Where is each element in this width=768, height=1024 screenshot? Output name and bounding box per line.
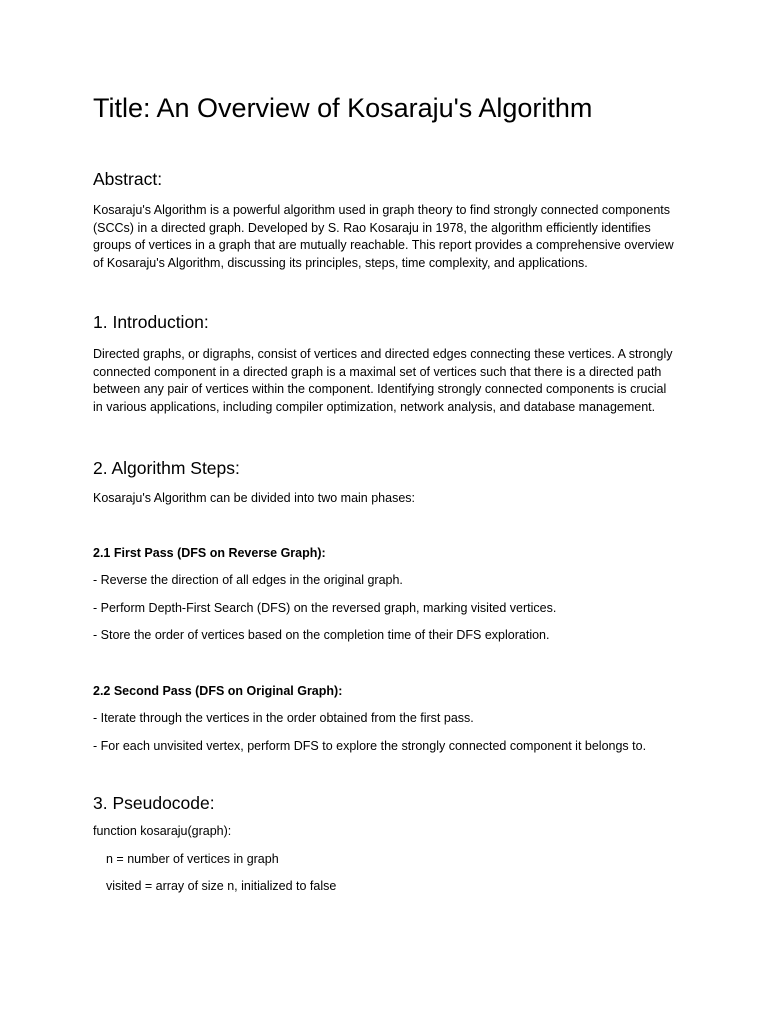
- pseudocode-line: n = number of vertices in graph: [106, 851, 279, 866]
- introduction-body: Directed graphs, or digraphs, consist of vertices and directed edges connecting these vertices. A strongly connected component in a directed graph is a maximal set of vertices such that there is a directed path between any pair of vertices within the component. Identifying strongly connected components is crucial in various applications, including compiler optimization, network analysis, and database management.: [93, 347, 673, 414]
- algorithm-steps-intro: Kosaraju's Algorithm can be divided into two main phases:: [93, 491, 416, 505]
- list-item: - Iterate through the vertices in the order obtained from the first pass.: [93, 711, 474, 725]
- list-item: - For each unvisited vertex, perform DFS to explore the strongly connected component it belongs to.: [93, 738, 647, 753]
- abstract-body: Kosaraju's Algorithm is a powerful algorithm used in graph theory to find strongly connected components (SCCs) in a directed graph. Developed by S. Rao Kosaraju in 1978, the algorithm efficiently identifies groups of vertices in a graph that are mutually reachable. This report provides a comprehensive overview of Kosaraju's Algorithm, discussing its principles, steps, time complexity, and applications.: [93, 203, 674, 270]
- pseudocode-line: visited = array of size n, initialized to false: [106, 879, 337, 893]
- algorithm-steps-heading: 2. Algorithm Steps:: [93, 458, 240, 478]
- list-item: - Perform Depth-First Search (DFS) on the reversed graph, marking visited vertices.: [93, 600, 557, 615]
- introduction-heading: 1. Introduction:: [93, 312, 209, 332]
- list-item: - Reverse the direction of all edges in the original graph.: [93, 573, 403, 587]
- pseudocode-line: function kosaraju(graph):: [93, 824, 232, 838]
- second-pass-heading: 2.2 Second Pass (DFS on Original Graph):: [93, 683, 343, 698]
- list-item: - Store the order of vertices based on the completion time of their DFS exploration.: [93, 628, 550, 642]
- first-pass-heading: 2.1 First Pass (DFS on Reverse Graph):: [93, 545, 326, 560]
- document-content: [93, 92, 678, 896]
- pseudocode-heading: 3. Pseudocode:: [93, 793, 215, 813]
- document-title: Title: An Overview of Kosaraju's Algorithm: [93, 93, 593, 123]
- abstract-heading: Abstract:: [93, 169, 163, 189]
